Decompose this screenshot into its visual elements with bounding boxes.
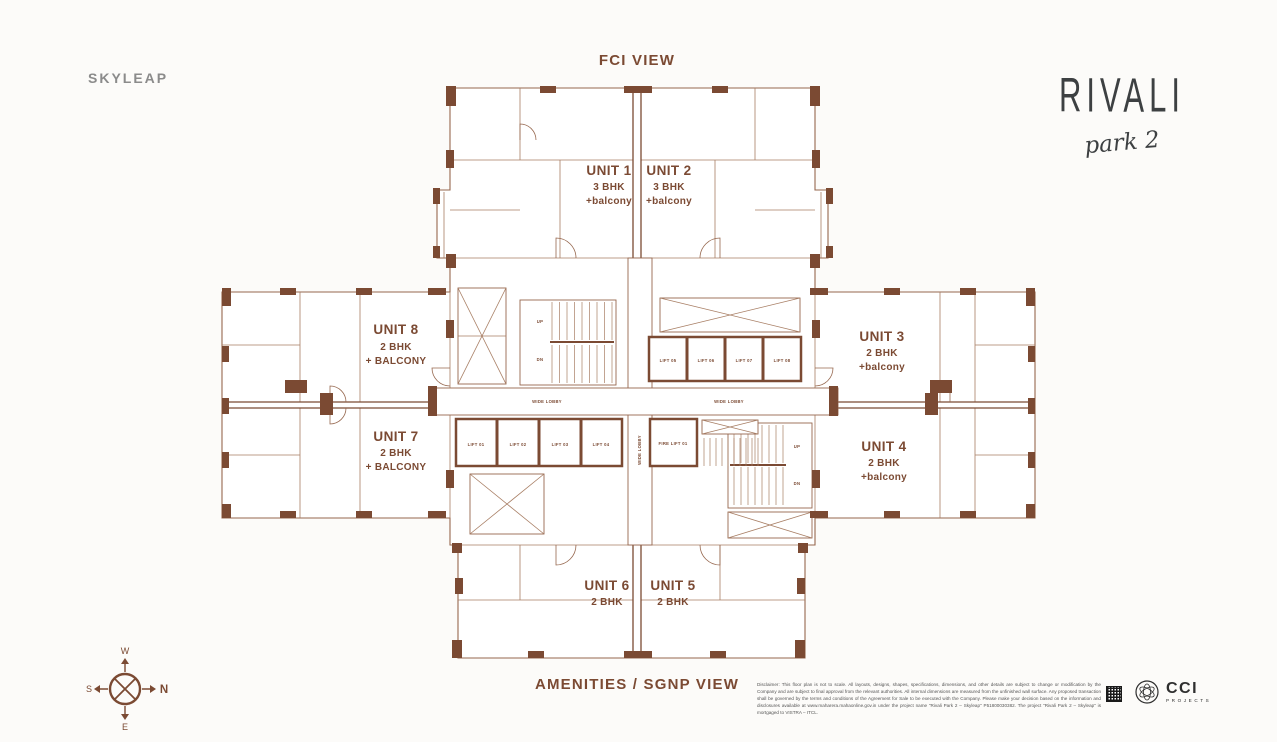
lift-08-label: LIFT 08 (773, 358, 791, 363)
unit-3-type: 2 BHK (866, 348, 898, 359)
compass-east-label: E (121, 722, 129, 732)
wide-lobby-vertical-label: WIDE LOBBY (637, 435, 642, 465)
wide-lobby-left-label: WIDE LOBBY (532, 399, 562, 404)
disclaimer-text: Disclaimer: This floor plan is not to scale. All layouts, designs, shapes, specifications, dimensions, and other details are subject to change or modification by the Company and are subject to final approval from the relevant authorities. All internal dimensions are measured from the unfinished wall surface. Any proposed transaction shall be governed by the terms and conditions of the Agreement for Sale to be executed with the Company. Please make your decision based on the information and disclosures available at www.maharera.mahaonline.gov.in under the project name "Rivali Park 2 – Skyleap" P51800030382. The project "Rivali Park 2 – Skyleap" is mortgaged to VISTRA – ITCL. (757, 682, 1101, 715)
qr-code-icon (1106, 686, 1122, 702)
unit-4-extra: +balcony (860, 472, 908, 483)
unit-6-type: 2 BHK (591, 597, 623, 608)
unit-2-name: UNIT 2 (646, 163, 692, 178)
developer-name: CCI (1166, 679, 1199, 697)
lift-05-label: LIFT 05 (659, 358, 677, 363)
lift-06-label: LIFT 06 (697, 358, 715, 363)
staircase-top (520, 300, 616, 385)
brand-name: RIVALI (1059, 68, 1185, 123)
lift-07-label: LIFT 07 (735, 358, 753, 363)
bottom-view-label: AMENITIES / SGNP VIEW (534, 676, 740, 693)
unit-6-name: UNIT 6 (584, 578, 630, 593)
stair-bottom-down-label: DN (793, 481, 801, 486)
lift-bank-lower (456, 419, 622, 466)
unit-4-name: UNIT 4 (861, 439, 907, 454)
unit-7-name: UNIT 7 (373, 429, 419, 444)
unit-1-type: 3 BHK (593, 182, 625, 193)
lift-01-label: LIFT 01 (467, 442, 485, 447)
developer-logo (1134, 679, 1211, 705)
unit-7-extra: + BALCONY (365, 462, 427, 473)
unit-8-name: UNIT 8 (373, 322, 419, 337)
unit-8-extra: + BALCONY (365, 356, 427, 367)
compass-west-label: W (120, 646, 130, 656)
unit-1-extra: +balcony (585, 196, 633, 207)
lift-02-label: LIFT 02 (509, 442, 527, 447)
brand-subtitle: park 2 (1083, 126, 1161, 160)
compass-rose-icon (86, 646, 168, 732)
fire-lift-label: FIRE LIFT 01 (658, 441, 688, 446)
unit-4-type: 2 BHK (868, 458, 900, 469)
unit-8-type: 2 BHK (380, 342, 412, 353)
staircase-bottom (728, 423, 812, 508)
lift-bank-upper (649, 337, 801, 381)
unit-1-name: UNIT 1 (586, 163, 632, 178)
stair-top-down-label: DN (536, 357, 544, 362)
unit-5-name: UNIT 5 (650, 578, 696, 593)
stair-bottom-up-label: UP (793, 444, 801, 449)
unit-3-name: UNIT 3 (859, 329, 905, 344)
compass-south-label: S (85, 684, 93, 694)
wide-lobby-right-label: WIDE LOBBY (714, 399, 744, 404)
lift-03-label: LIFT 03 (551, 442, 569, 447)
unit-5-type: 2 BHK (657, 597, 689, 608)
unit-2-extra: +balcony (645, 196, 693, 207)
lift-04-label: LIFT 04 (592, 442, 610, 447)
cci-rose-icon (1134, 679, 1160, 705)
unit-3-extra: +balcony (858, 362, 906, 373)
unit-2-type: 3 BHK (653, 182, 685, 193)
top-view-label: FCI VIEW (598, 52, 676, 69)
compass-north-label: N (159, 684, 169, 696)
fire-lift (650, 419, 697, 466)
stair-top-up-label: UP (536, 319, 544, 324)
developer-subtitle: PROJECTS (1166, 697, 1212, 703)
project-name: SKYLEAP (88, 70, 169, 86)
unit-7-type: 2 BHK (380, 448, 412, 459)
